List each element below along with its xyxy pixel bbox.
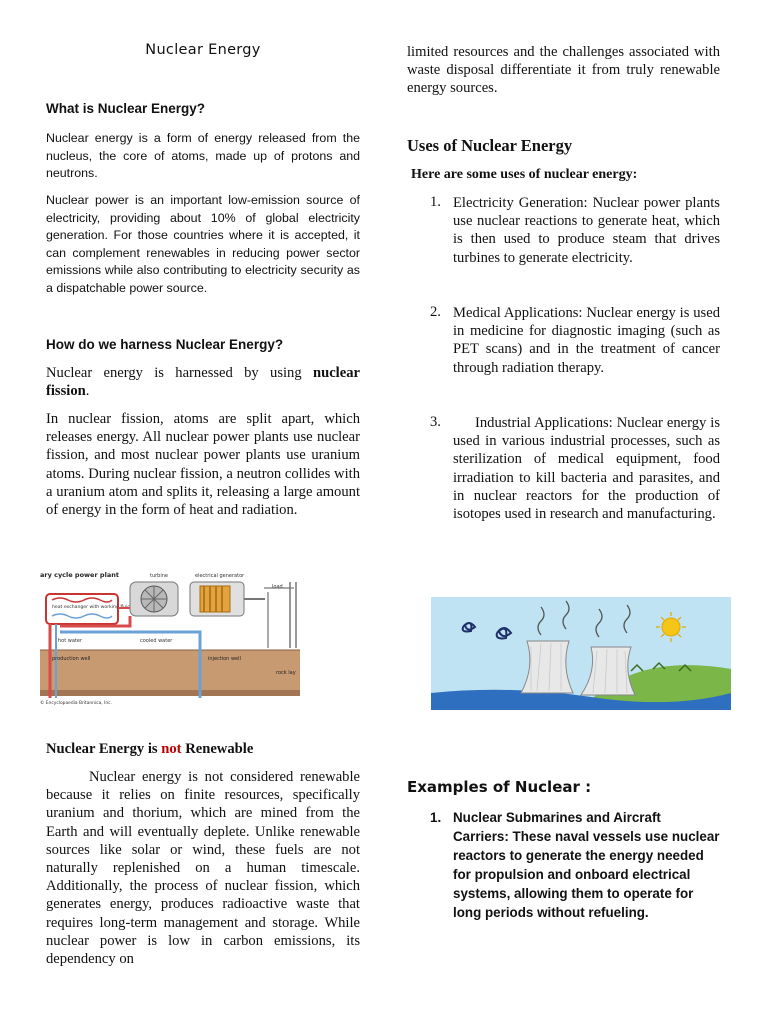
diagram-credit: © Encyclopaedia Britannica, Inc. [40, 701, 112, 706]
list-item-text: Nuclear Submarines and Aircraft Carriers: These naval vessels use nuclear reactors to generate the energy needed for propulsion and onboard electrical systems, allowing them to operate for long periods without refueling. [453, 810, 720, 920]
heading-examples: Examples of Nuclear : [407, 778, 592, 796]
renewable-heading-pre: Nuclear Energy is [46, 741, 162, 757]
paragraph-definition: Nuclear energy is a form of energy released from the nucleus, the core of atoms, made up of protons and neutrons. [46, 131, 360, 180]
diagram-label-heat-exchanger: heat exchanger with working fluid [52, 605, 131, 610]
renewable-heading-post: Renewable [181, 741, 254, 757]
paragraph-fission: In nuclear fission, atoms are split apart, which releases energy. All nuclear power plants use nuclear fission, and most nuclear power plants use uranium atoms. During nuclear fission, a neutron collides with a uranium atom and splits it, releasing a large amount of energy in the form of heat and radiation. [46, 411, 360, 519]
diagram-label-hot-water: hot water [58, 638, 83, 644]
not-word: not [161, 741, 182, 757]
list-item [430, 414, 720, 523]
cooling-towers-illustration [431, 597, 731, 710]
page-title: Nuclear Energy [145, 42, 261, 58]
heading-uses: Uses of Nuclear Energy [407, 136, 573, 155]
diagram-label-production-well: production well [52, 656, 91, 662]
list-item-text: Medical Applications: Nuclear energy is used in medicine for diagnostic imaging (such as PET scans) and in the treatment of cancer through radiation therapy. [453, 305, 720, 376]
paragraph-not-renewable: Nuclear energy is not considered renewable because it relies on finite resources, specifically uranium and thorium, which are mined from the Earth and will eventually deplete. Unlike renewable sources like solar or wind, these fuels are not naturally replenished on a human timescale. Additionally, the process of nuclear fission, which generates energy, produces radioactive waste that requires long-term management and storage. While nuclear power is low in carbon emissions, its dependency on [46, 769, 360, 968]
harness-text: Nuclear energy is harnessed by using [46, 365, 313, 381]
list-item [430, 304, 720, 377]
heading-not-renewable [46, 741, 360, 758]
paragraph-harnessed [46, 364, 360, 400]
diagram-label-load: load [272, 584, 283, 590]
cooling-towers-svg [431, 597, 731, 710]
diagram-label-injection-well: injection well [208, 656, 241, 662]
diagram-title: ary cycle power plant [40, 571, 119, 579]
list-number: 1. [430, 194, 441, 210]
diagram-label-generator: electrical generator [195, 573, 245, 579]
sun-icon [662, 618, 680, 636]
harness-period: . [85, 383, 90, 400]
list-number: 1. [430, 810, 442, 825]
list-item [430, 194, 720, 267]
fission-bold: nuclear fission [46, 365, 360, 400]
list-number: 3. [430, 414, 441, 430]
diagram-label-turbine: turbine [150, 573, 168, 579]
list-number: 2. [430, 304, 441, 320]
list-item [430, 808, 720, 922]
diagram-label-cooled-water: cooled water [140, 638, 173, 644]
list-item-text: Electricity Generation: Nuclear power plants use nuclear reactions to generate heat, which is then used to produce steam that drives turbines to generate electricity. [453, 195, 720, 266]
heading-harness: How do we harness Nuclear Energy? [46, 337, 284, 352]
paragraph-low-emission: Nuclear power is an important low-emission source of electricity, providing about 10% of global electricity generation. For those countries where it is accepted, it can complement renewables in reducing power sector emissions while also contributing to electricity security as a dispatchable power source. [46, 193, 360, 295]
power-plant-diagram [40, 568, 300, 706]
power-plant-diagram-svg [40, 568, 300, 706]
diagram-label-rock-layer: rock lay [276, 670, 296, 676]
paragraph-continued: limited resources and the challenges associated with waste disposal differentiate it from truly renewable energy sources. [407, 44, 720, 97]
heading-what-is: What is Nuclear Energy? [46, 101, 206, 116]
uses-intro: Here are some uses of nuclear energy: [411, 167, 638, 182]
list-item-text: Industrial Applications: Nuclear energy is used in various industrial processes, such as sterilization of medical equipment, food irradiation to kill bacteria and parasites, and in nuclear reactors for the production of isotopes used in research and manufacturing. [453, 415, 720, 523]
